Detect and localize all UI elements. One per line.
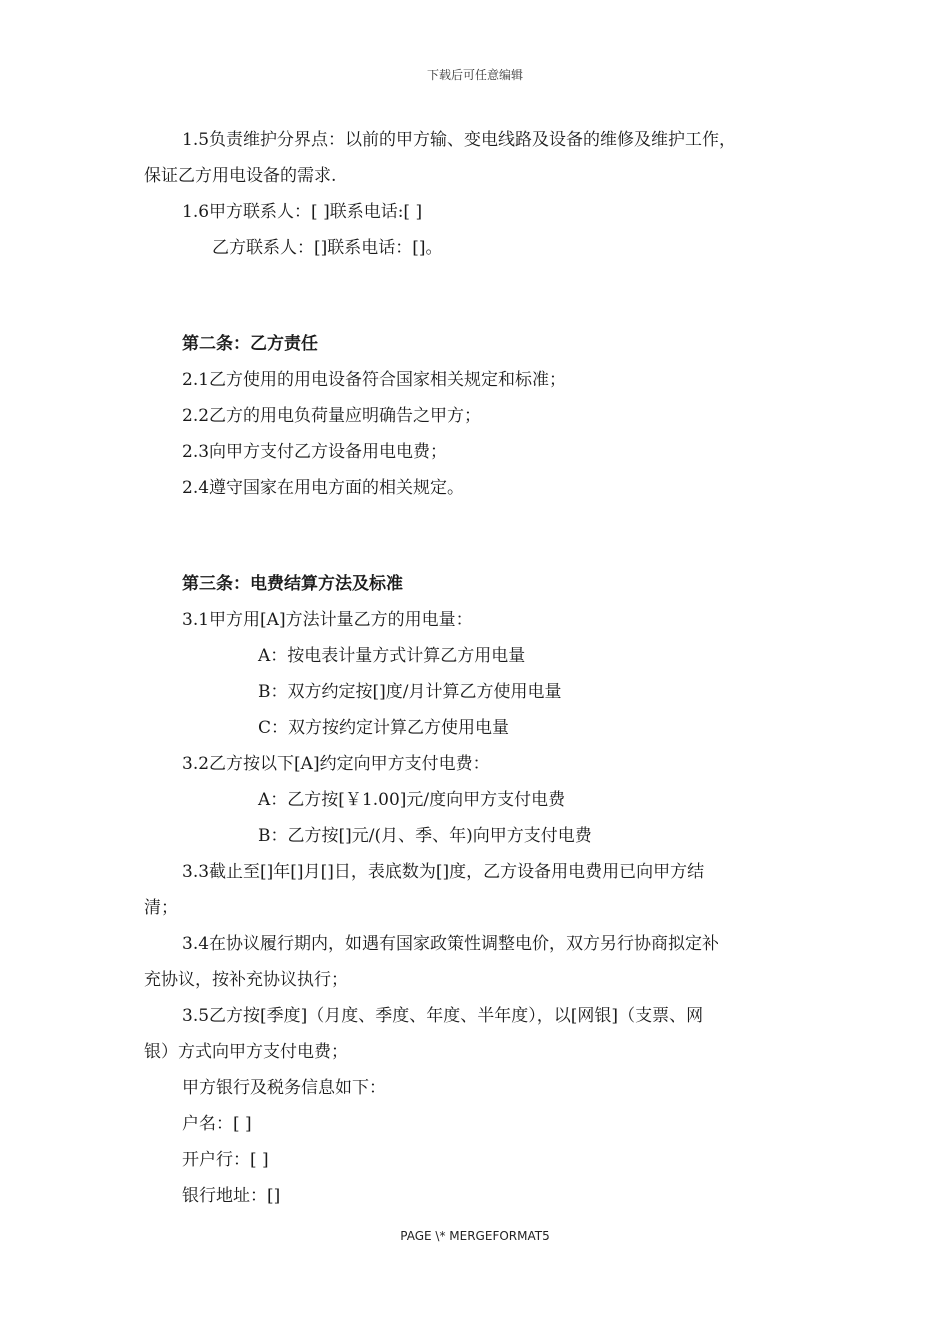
clause-2-1: 2.1乙方使用的用电设备符合国家相关规定和标准；: [182, 370, 567, 390]
bank-name: 开户行：[ ]: [182, 1150, 269, 1170]
clause-3-5-line-2: 银）方式向甲方支付电费；: [144, 1042, 348, 1062]
clause-3-3-line-2: 清；: [144, 898, 178, 918]
clause-3-2-option-a: A：乙方按[￥1.00]元/度向甲方支付电费: [258, 790, 566, 810]
clause-3-1-option-a: A：按电表计量方式计算乙方用电量: [258, 646, 526, 666]
section-2-heading: 第二条：乙方责任: [182, 334, 318, 354]
clause-3-1-option-b: B：双方约定按[]度/月计算乙方使用电量: [258, 682, 562, 702]
clause-2-4: 2.4遵守国家在用电方面的相关规定。: [182, 478, 465, 498]
bank-address: 银行地址：[]: [182, 1186, 281, 1206]
clause-3-4-line-1: 3.4在协议履行期内，如遇有国家政策性调整电价，双方另行协商拟定补: [182, 934, 720, 954]
clause-1-5-line-2: 保证乙方用电设备的需求.: [144, 166, 337, 186]
clause-2-2: 2.2乙方的用电负荷量应明确告之甲方；: [182, 406, 482, 426]
clause-1-6-party-a-contact: 1.6甲方联系人：[ ]联系电话:[ ]: [182, 202, 423, 222]
bank-info-intro: 甲方银行及税务信息如下：: [182, 1078, 386, 1098]
page-footer: PAGE \* MERGEFORMAT5: [400, 1229, 550, 1243]
clause-3-1-option-c: C：双方按约定计算乙方使用电量: [258, 718, 510, 738]
clause-3-3-line-1: 3.3截止至[]年[]月[]日，表底数为[]度，乙方设备用电费用已向甲方结: [182, 862, 705, 882]
clause-1-5-line-1: 1.5负责维护分界点：以前的甲方输、变电线路及设备的维修及维护工作，: [182, 130, 737, 150]
clause-3-4-line-2: 充协议，按补充协议执行；: [144, 970, 348, 990]
account-name: 户名：[ ]: [182, 1114, 252, 1134]
clause-1-6-party-b-contact: 乙方联系人：[]联系电话：[]。: [212, 238, 443, 258]
clause-3-2: 3.2乙方按以下[A]约定向甲方支付电费：: [182, 754, 490, 774]
section-3-heading: 第三条：电费结算方法及标准: [182, 574, 403, 594]
page-header: 下载后可任意编辑: [426, 68, 523, 82]
clause-3-1: 3.1甲方用[A]方法计量乙方的用电量：: [182, 610, 473, 630]
clause-3-5-line-1: 3.5乙方按[季度]（月度、季度、年度、半年度），以[网银]（支票、网: [182, 1006, 704, 1026]
clause-3-2-option-b: B：乙方按[]元/(月、季、年)向甲方支付电费: [258, 826, 592, 846]
clause-2-3: 2.3向甲方支付乙方设备用电电费；: [182, 442, 448, 462]
